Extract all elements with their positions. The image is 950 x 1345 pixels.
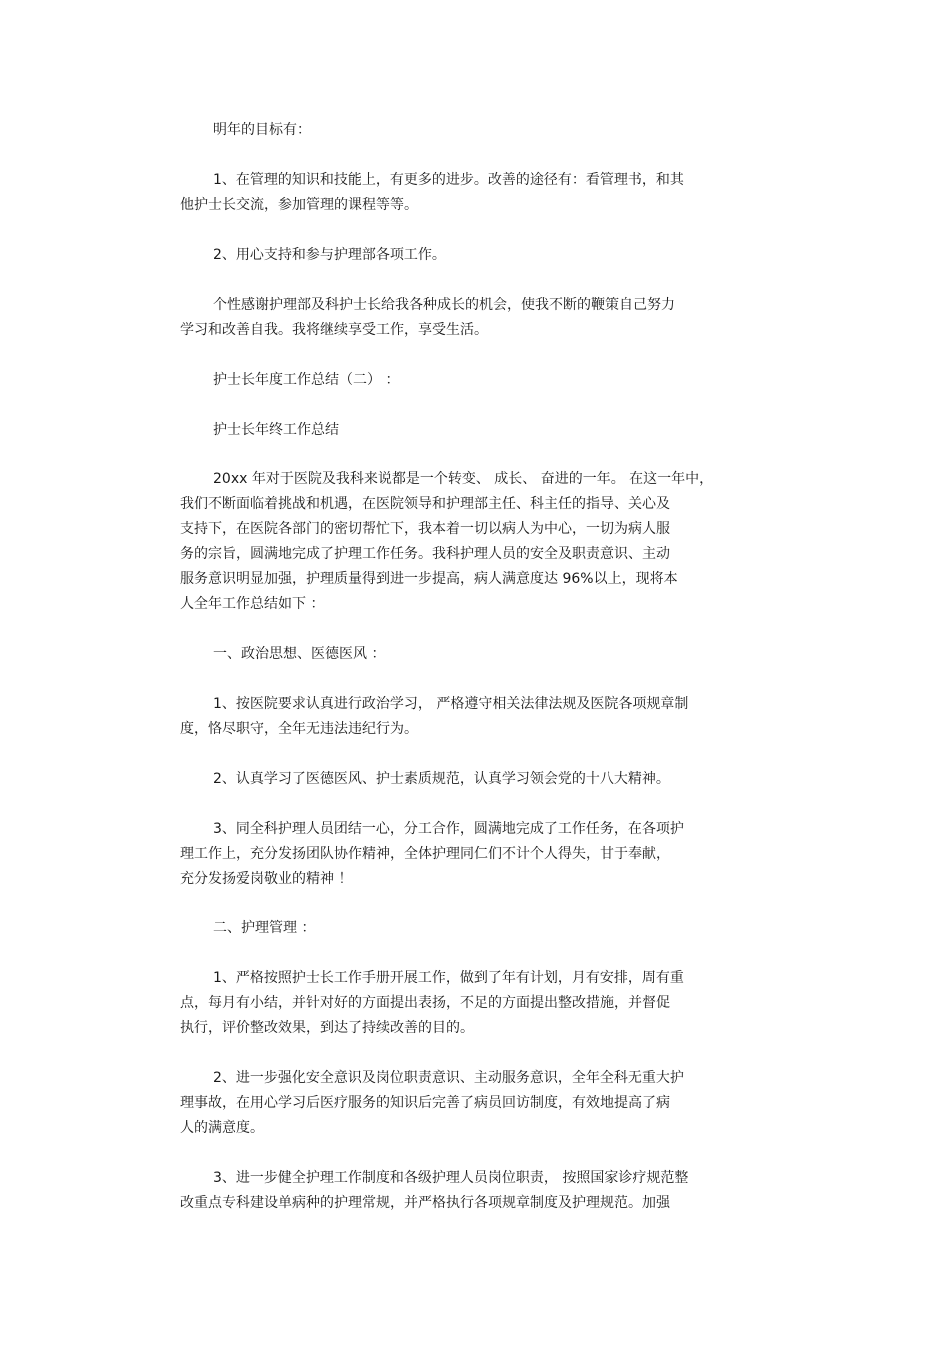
text-line: 3、进一步健全护理工作制度和各级护理人员岗位职责， 按照国家诊疗规范整 [213,1170,689,1186]
text-line: 理工作上，充分发扬团队协作精神，全体护理同仁们不计个人得失，甘于奉献， [180,846,670,862]
text-line: 1、严格按照护士长工作手册开展工作，做到了年有计划，月有安排，周有重 [213,970,684,986]
text-line: 改重点专科建设单病种的护理常规，并严格执行各项规章制度及护理规范。加强 [180,1195,670,1211]
section-heading: 护士长年度工作总结（二） ： [213,372,400,388]
text-line: 理事故，在用心学习后医疗服务的知识后完善了病员回访制度，有效地提高了病 [180,1095,670,1111]
text-line: 度，恪尽职守，全年无违法违纪行为。 [180,721,418,737]
text-line: 人全年工作总结如下 ： [180,596,325,612]
text-line: 他护士长交流，参加管理的课程等等。 [180,197,418,213]
text-line: 明年的目标有： [213,122,311,138]
text-line: 3、同全科护理人员团结一心，分工合作，圆满地完成了工作任务，在各项护 [213,821,684,837]
section-heading: 一、政治思想、医德医风 ： [213,646,386,662]
text-line: 20xx 年对于医院及我科来说都是一个转变、 成长、 奋进的一年。 在这一年中， [213,471,714,487]
text-line: 支持下，在医院各部门的密切帮忙下，我本着一切以病人为中心，一切为病人服 [180,521,670,537]
text-line: 个性感谢护理部及科护士长给我各种成长的机会，使我不断的鞭策自己努力 [213,297,675,313]
text-line: 1、按医院要求认真进行政治学习， 严格遵守相关法律法规及医院各项规章制 [213,696,689,712]
section-heading: 护士长年终工作总结 [213,422,339,438]
text-line: 务的宗旨，圆满地完成了护理工作任务。我科护理人员的安全及职责意识、主动 [180,546,670,562]
text-line: 学习和改善自我。我将继续享受工作，享受生活。 [180,322,488,338]
text-line: 人的满意度。 [180,1120,264,1136]
text-line: 2、进一步强化安全意识及岗位职责意识、主动服务意识，全年全科无重大护 [213,1070,684,1086]
text-line: 执行，评价整改效果，到达了持续改善的目的。 [180,1020,474,1036]
text-line: 充分发扬爱岗敬业的精神 ！ [180,871,353,887]
text-line: 我们不断面临着挑战和机遇，在医院领导和护理部主任、科主任的指导、关心及 [180,496,670,512]
section-heading: 二、护理管理 ： [213,920,316,936]
text-line: 2、认真学习了医德医风、护士素质规范，认真学习领会党的十八大精神。 [213,771,670,787]
text-line: 2、用心支持和参与护理部各项工作。 [213,247,446,263]
text-line: 1、在管理的知识和技能上，有更多的进步。改善的途径有：看管理书，和其 [213,172,684,188]
text-line: 服务意识明显加强，护理质量得到进一步提高，病人满意度达 96%以上，现将本 [180,571,678,587]
text-line: 点，每月有小结，并针对好的方面提出表扬，不足的方面提出整改措施，并督促 [180,995,670,1011]
